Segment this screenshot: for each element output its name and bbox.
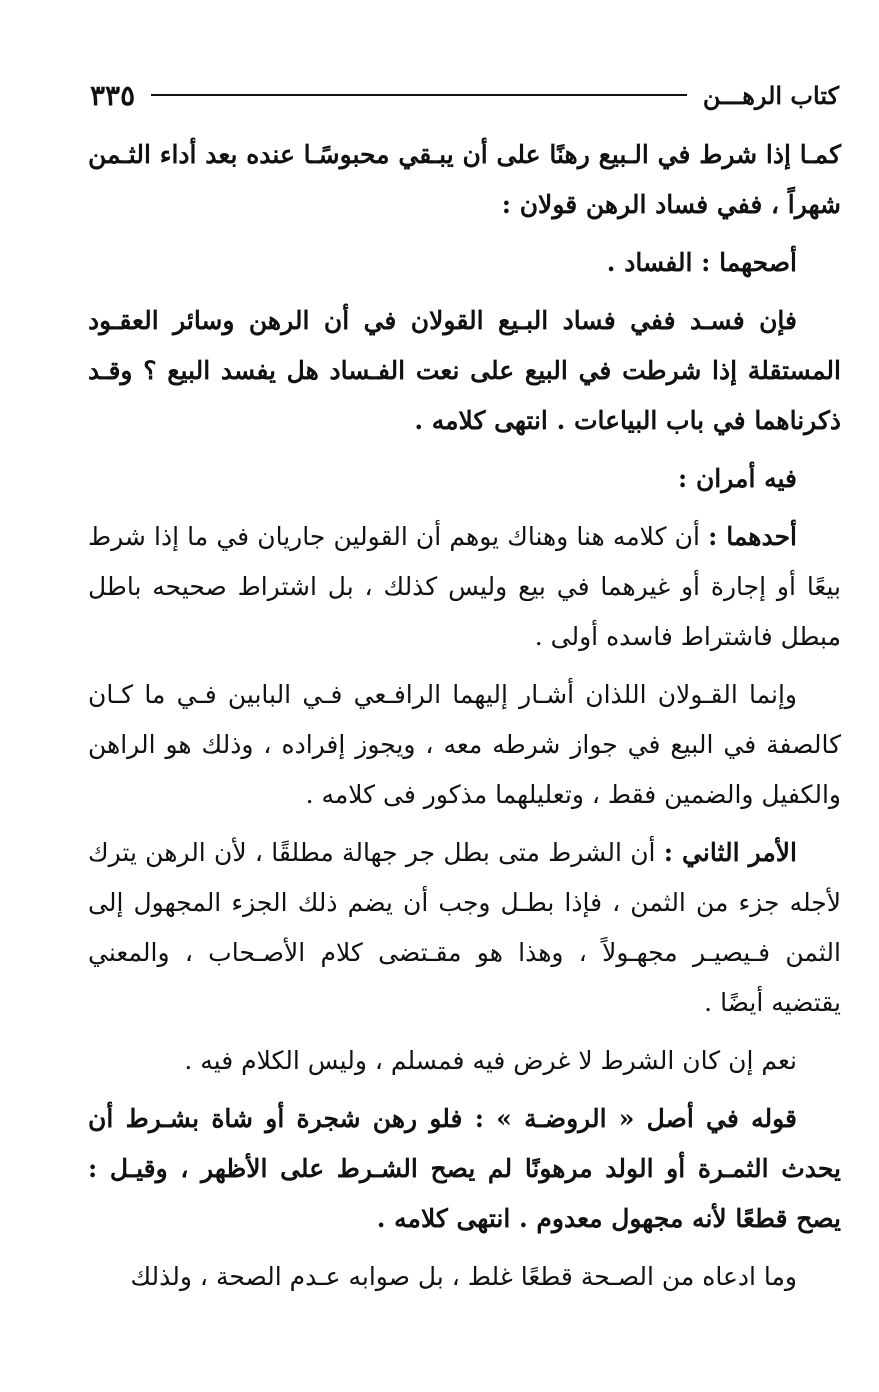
paragraph-text: أن كلامه هنا وهناك يوهم أن القولين جاريان في ما إذا شرط بيعًا أو إجارة أو غيرهما في بيع وليس كذلك ، بل اشتراط صحيحه باطل مبطل فاشتراط فاسده أولى . — [88, 522, 841, 651]
paragraph-text: نعم إن كان الشرط لا غرض فيه فمسلم ، وليس الكلام فيه . — [184, 1046, 797, 1075]
header-rule — [151, 94, 687, 96]
paragraph-lead: الأمر الثاني : — [663, 838, 797, 867]
chapter-title: كتاب الرهـــن — [702, 80, 839, 110]
paragraph-6 — [88, 670, 841, 820]
paragraph-4 — [88, 454, 841, 504]
paragraph-text: قوله في أصل « الروضـة » : فلو رهن شجرة أو شاة بشـرط أن يحدث الثمـرة أو الولد مرهونًا لم يصح الشـرط على الأظهر ، وقيـل : يصح قطعًا لأنه مجهول معدوم . انتهى كلامه . — [88, 1104, 841, 1233]
page-body — [88, 130, 841, 1310]
paragraph-9 — [88, 1094, 841, 1244]
paragraph-1 — [88, 130, 841, 230]
paragraph-text: كمـا إذا شرط في الـبيع رهنًا على أن يبـقي محبوسًـا عنده بعد أداء الثـمن شهراً ، ففي فساد الرهن قولان : — [88, 140, 841, 219]
paragraph-5 — [88, 512, 841, 662]
paragraph-text: فإن فسـد ففي فساد البـيع القولان في أن الرهن وسائر العقـود المستقلة إذا شرطت في البيع على نعت الفـساد هل يفسد البيع ؟ وقـد ذكرناهما في باب البياعات . انتهى كلامه . — [88, 306, 841, 435]
paragraph-text: فيه أمران : — [678, 464, 797, 493]
paragraph-text: وإنما القـولان اللذان أشـار إليهما الرافـعي فـي البابين فـي ما كـان كالصفة في البيع في جواز شرطه معه ، ويجوز إفراده ، وذلك هو الراهن والكفيل والضمين فقط ، وتعليلهما مذكور فى كلامه . — [88, 680, 841, 809]
paragraph-10 — [88, 1252, 841, 1302]
paragraph-3 — [88, 296, 841, 446]
paragraph-text: أصحهما : الفساد . — [606, 248, 797, 277]
paragraph-2 — [88, 238, 841, 288]
paragraph-text: وما ادعاه من الصـحة قطعًا غلط ، بل صوابه عـدم الصحة ، ولذلك — [130, 1262, 797, 1291]
paragraph-text: أن الشرط متى بطل جر جهالة مطلقًا ، لأن الرهن يترك لأجله جزء من الثمن ، فإذا بطـل وجب أن يضم ذلك الجزء المجهول إلى الثمن فـيصيـر مجهـولاً ، وهذا هو مقـتضى كلام الأصـحاب ، والمعني يقتضيه أيضًا . — [88, 838, 841, 1017]
paragraph-7 — [88, 828, 841, 1028]
paragraph-8 — [88, 1036, 841, 1086]
running-header — [90, 70, 839, 120]
paragraph-lead: أحدهما : — [708, 522, 797, 551]
page-number: ٣٣٥ — [90, 78, 136, 112]
